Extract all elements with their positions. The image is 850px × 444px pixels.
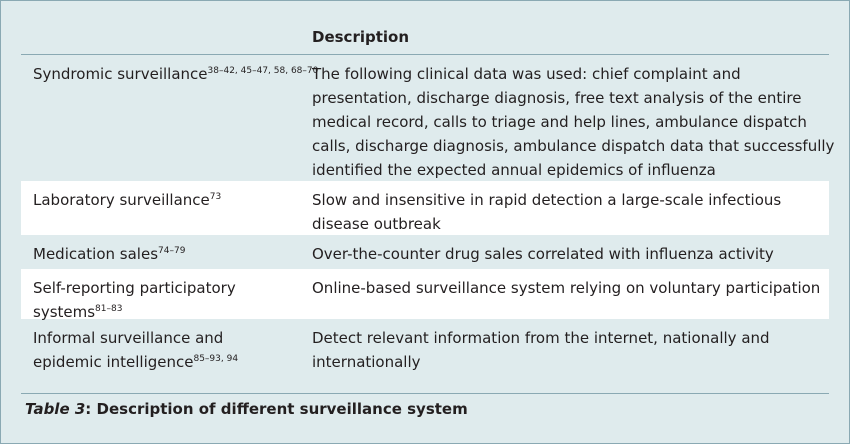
row-label-text: systems — [33, 303, 96, 321]
description-line: calls, discharge diagnosis, ambulance dispatch data that successfully — [312, 137, 835, 155]
reference-superscript: 74–79 — [158, 246, 186, 256]
description-line: identified the expected annual epidemics of influenza — [312, 161, 716, 179]
row-label-text: Laboratory surveillance — [33, 191, 210, 209]
description-line: Detect relevant information from the internet, nationally and — [312, 329, 770, 347]
row-label — [33, 242, 293, 266]
table-header-row — [21, 1, 829, 55]
row-description — [312, 326, 822, 374]
table-row-syndromic — [21, 55, 835, 181]
row-label-text: Medication sales — [33, 245, 159, 263]
description-line: Slow and insensitive in rapid detection a large-scale infectious — [312, 191, 782, 209]
caption-text: : Description of different surveillance system — [85, 400, 468, 418]
row-label-text: Self-reporting participatory — [33, 279, 236, 297]
row-label-text: epidemic intelligence — [33, 353, 194, 371]
table-caption — [25, 400, 468, 418]
row-label — [33, 62, 319, 86]
description-line: medical record, calls to triage and help lines, ambulance dispatch — [312, 113, 807, 131]
description-line: internationally — [312, 353, 421, 371]
reference-superscript: 85–93, 94 — [193, 354, 239, 364]
row-description — [312, 242, 822, 266]
description-line: presentation, discharge diagnosis, free text analysis of the entire — [312, 89, 802, 107]
row-label — [33, 188, 293, 212]
row-description — [312, 62, 835, 182]
caption-label: Table 3 — [25, 400, 86, 418]
description-line: The following clinical data was used: chief complaint and — [312, 65, 741, 83]
table-row-self-reporting — [21, 269, 829, 319]
table-row-medication — [21, 235, 829, 269]
description-line: Online-based surveillance system relying on voluntary participation — [312, 279, 821, 297]
table-row-laboratory — [21, 181, 829, 235]
row-label — [33, 326, 293, 374]
reference-superscript: 81–83 — [95, 304, 123, 314]
description-line: disease outbreak — [312, 215, 441, 233]
row-label-text: Syndromic surveillance — [33, 65, 208, 83]
row-label — [33, 276, 293, 324]
row-label-text: Informal surveillance and — [33, 329, 224, 347]
description-line: Over-the-counter drug sales correlated with influenza activity — [312, 245, 774, 263]
row-description — [312, 276, 822, 300]
row-description — [312, 188, 822, 236]
table-caption-row — [21, 393, 829, 428]
surveillance-table — [21, 1, 835, 389]
header-description: Description — [312, 28, 410, 46]
reference-superscript: 38–42, 45–47, 58, 68–70 — [207, 66, 319, 76]
table-row-informal — [21, 319, 829, 389]
reference-superscript: 73 — [209, 192, 222, 202]
